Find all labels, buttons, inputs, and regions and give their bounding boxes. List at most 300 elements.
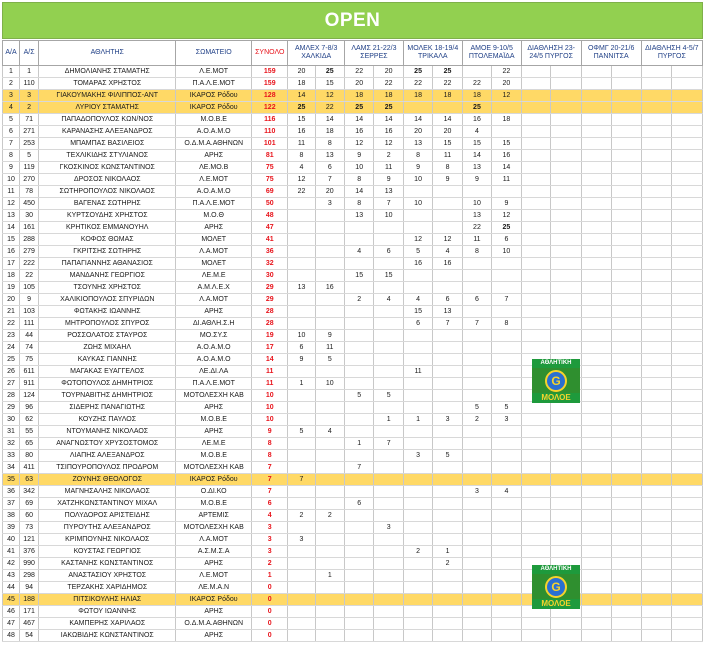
col-event-lams: ΛΑΜΣ 21-22/3 ΣΕΡΡΕΣ [344,41,403,66]
score-cell [315,582,344,594]
club-cell: Μ.Ο.Β.Ε [176,450,252,462]
score-cell: 20 [403,126,432,138]
total-cell: 11 [252,366,288,378]
score-cell [492,582,521,594]
score-cell: 16 [344,126,373,138]
table-row [3,90,703,102]
score-cell [612,90,641,102]
score-cell [403,618,432,630]
score-cell [374,354,403,366]
score-cell [612,510,641,522]
athlete-name-cell: ΣΩΤΗΡΟΠΟΥΛΟΣ ΝΙΚΟΛΑΟΣ [39,186,176,198]
score-cell [551,546,582,558]
score-cell [581,534,612,546]
score-cell [581,582,612,594]
score-cell [551,402,582,414]
score-cell [581,90,612,102]
score-cell [641,366,672,378]
club-cell: ΛΕ.Μ.Α.Ν [176,582,252,594]
logo-emblem-icon: G [545,370,567,392]
score-cell [433,354,462,366]
score-cell [315,438,344,450]
score-cell [315,594,344,606]
score-cell [403,570,432,582]
score-cell [433,522,462,534]
score-cell [344,558,373,570]
score-cell [612,390,641,402]
table-row [3,546,703,558]
score-cell [433,462,462,474]
score-cell [288,546,315,558]
score-cell [344,450,373,462]
start-number-cell: 1 [19,66,38,78]
rank-cell: 32 [3,438,20,450]
score-cell [433,570,462,582]
club-cell: Μ.Ο.Θ [176,210,252,222]
score-cell: 13 [315,150,344,162]
score-cell [344,282,373,294]
score-cell: 12 [492,90,521,102]
start-number-cell: 171 [19,606,38,618]
score-cell [641,174,672,186]
score-cell: 20 [492,78,521,90]
score-cell [672,402,703,414]
club-cell: ΑΡΗΣ [176,426,252,438]
score-cell [521,186,550,198]
total-cell: 69 [252,186,288,198]
athlete-name-cell: ΜΠΑΜΠΑΣ ΒΑΣΙΛΕΙΟΣ [39,138,176,150]
total-cell: 29 [252,294,288,306]
score-cell [315,606,344,618]
score-cell: 6 [492,234,521,246]
score-cell [581,198,612,210]
score-cell: 8 [315,138,344,150]
score-cell [462,426,491,438]
score-cell: 1 [344,438,373,450]
rank-cell: 20 [3,294,20,306]
rank-cell: 15 [3,234,20,246]
table-row [3,186,703,198]
score-cell [672,630,703,642]
start-number-cell: 96 [19,402,38,414]
score-cell [672,150,703,162]
score-cell [641,186,672,198]
athlete-name-cell: ΦΩΤΟΥ ΙΩΑΝΝΗΣ [39,606,176,618]
rank-cell: 46 [3,606,20,618]
score-cell: 4 [403,294,432,306]
score-cell: 11 [288,138,315,150]
score-cell [521,546,550,558]
score-cell [612,462,641,474]
score-cell [612,234,641,246]
score-cell [581,330,612,342]
total-cell: 30 [252,270,288,282]
score-cell [612,258,641,270]
score-cell [288,606,315,618]
score-cell [551,510,582,522]
score-cell: 8 [344,198,373,210]
score-cell: 11 [492,174,521,186]
total-cell: 4 [252,510,288,522]
table-row [3,414,703,426]
start-number-cell: 78 [19,186,38,198]
total-cell: 32 [252,258,288,270]
score-cell [612,450,641,462]
score-cell [551,486,582,498]
total-cell: 116 [252,114,288,126]
score-cell [403,402,432,414]
table-row [3,486,703,498]
score-cell [641,606,672,618]
score-cell [641,450,672,462]
score-cell [612,618,641,630]
club-cell: ΙΚΑΡΟΣ Ρόδου [176,90,252,102]
total-cell: 101 [252,138,288,150]
total-cell: 0 [252,594,288,606]
score-cell [288,270,315,282]
score-cell [521,234,550,246]
score-cell [581,174,612,186]
table-row [3,150,703,162]
score-cell [492,630,521,642]
start-number-cell: 188 [19,594,38,606]
score-cell [551,258,582,270]
score-cell: 9 [315,330,344,342]
athlete-name-cell: ΜΑΓΑΚΑΣ ΕΥΑΓΓΕΛΟΣ [39,366,176,378]
score-cell [581,378,612,390]
score-cell [521,318,550,330]
rank-cell: 41 [3,546,20,558]
score-cell [374,534,403,546]
score-cell: 1 [315,570,344,582]
score-cell [403,330,432,342]
athlete-name-cell: ΜΗΤΡΟΠΟΥΛΟΣ ΣΠΥΡΟΣ [39,318,176,330]
score-cell [551,186,582,198]
score-cell [374,450,403,462]
score-cell [344,354,373,366]
score-cell: 22 [433,78,462,90]
score-cell [344,342,373,354]
table-row [3,162,703,174]
score-cell: 7 [288,474,315,486]
score-cell: 11 [433,150,462,162]
score-cell [344,474,373,486]
score-cell [433,342,462,354]
score-cell [551,102,582,114]
club-cell: Α.Ο.Α.Μ.Ο [176,186,252,198]
score-cell [612,402,641,414]
score-cell [672,498,703,510]
rank-cell: 8 [3,150,20,162]
score-cell [672,102,703,114]
score-cell [521,282,550,294]
total-cell: 6 [252,498,288,510]
score-cell [612,426,641,438]
athlete-name-cell: ΚΥΡΤΣΟΥΔΗΣ ΧΡΗΣΤΟΣ [39,210,176,222]
table-row [3,210,703,222]
score-cell: 10 [403,198,432,210]
score-cell: 18 [403,90,432,102]
score-cell [374,606,403,618]
club-cell: ΔΙ.ΑΘΛΗ.Σ.Η [176,318,252,330]
score-cell [551,414,582,426]
score-cell [492,522,521,534]
score-cell [521,210,550,222]
score-cell [462,270,491,282]
table-row [3,270,703,282]
score-cell [521,294,550,306]
score-cell [315,234,344,246]
score-cell [315,306,344,318]
score-cell [641,486,672,498]
total-cell: 7 [252,462,288,474]
rank-cell: 7 [3,138,20,150]
start-number-cell: 71 [19,114,38,126]
score-cell [581,210,612,222]
score-cell: 18 [344,90,373,102]
score-cell [315,222,344,234]
score-cell [492,330,521,342]
score-cell [612,174,641,186]
score-cell: 22 [288,186,315,198]
score-cell: 9 [374,174,403,186]
score-cell [551,294,582,306]
score-cell [288,198,315,210]
rank-cell: 17 [3,258,20,270]
score-cell [672,138,703,150]
score-cell [288,366,315,378]
table-row [3,606,703,618]
club-cell: Α.Σ.Μ.Σ.Α [176,546,252,558]
total-cell: 47 [252,222,288,234]
athlete-name-cell: ΚΑΣΤΑΝΗΣ ΚΩΝΣΤΑΝΤΙΝΟΣ [39,558,176,570]
score-cell [551,150,582,162]
score-cell: 16 [403,258,432,270]
score-cell [581,558,612,570]
score-cell [288,438,315,450]
table-row [3,450,703,462]
score-cell [492,186,521,198]
total-cell: 8 [252,450,288,462]
score-cell [551,210,582,222]
score-cell [612,582,641,594]
start-number-cell: 270 [19,174,38,186]
score-cell: 6 [374,246,403,258]
score-cell: 12 [374,138,403,150]
score-cell [672,258,703,270]
score-cell [641,234,672,246]
club-cell: Μ.Ο.Β.Ε [176,414,252,426]
score-cell: 7 [433,318,462,330]
total-cell: 0 [252,582,288,594]
score-cell [551,282,582,294]
score-cell [551,426,582,438]
score-cell [315,630,344,642]
start-number-cell: 124 [19,390,38,402]
athlete-name-cell: ΚΑΥΚΑΣ ΓΙΑΝΝΗΣ [39,354,176,366]
total-cell: 36 [252,246,288,258]
club-cell: Ο.ΔΙ.ΚΟ [176,486,252,498]
score-cell [344,366,373,378]
score-cell [612,498,641,510]
score-cell [581,570,612,582]
score-cell [641,270,672,282]
score-cell [551,114,582,126]
score-cell [581,630,612,642]
score-cell: 10 [462,198,491,210]
club-cell: Α.Μ.Λ.Ε.Χ [176,282,252,294]
score-cell [672,534,703,546]
rank-cell: 13 [3,210,20,222]
total-cell: 7 [252,486,288,498]
score-cell [403,486,432,498]
club-cell: ΜΟ.ΣΥ.Σ [176,330,252,342]
total-cell: 11 [252,378,288,390]
score-cell [672,162,703,174]
club-cell: Π.Α.Λ.Ε.ΜΟΤ [176,198,252,210]
score-cell: 10 [403,174,432,186]
score-cell [433,102,462,114]
score-cell [672,246,703,258]
score-cell [641,546,672,558]
start-number-cell: 119 [19,162,38,174]
score-cell: 8 [288,150,315,162]
total-cell: 19 [252,330,288,342]
total-cell: 3 [252,534,288,546]
score-cell [672,474,703,486]
score-cell [492,474,521,486]
athlete-name-cell: ΔΡΟΣΟΣ ΝΙΚΟΛΑΟΣ [39,174,176,186]
total-cell: 10 [252,414,288,426]
score-cell [462,390,491,402]
score-cell [521,162,550,174]
club-cell: Α.Ο.Α.Μ.Ο [176,354,252,366]
score-cell [288,210,315,222]
score-cell [672,126,703,138]
score-cell: 10 [374,210,403,222]
score-cell [315,390,344,402]
rank-cell: 45 [3,594,20,606]
score-cell [344,582,373,594]
club-cell: ΑΡΗΣ [176,606,252,618]
score-cell [288,294,315,306]
club-cell: Λ.Α.ΜΟΤ [176,246,252,258]
score-cell: 5 [433,450,462,462]
score-cell: 4 [433,246,462,258]
score-cell [315,498,344,510]
score-cell [288,594,315,606]
score-cell [403,582,432,594]
start-number-cell: 30 [19,210,38,222]
score-cell [612,126,641,138]
athlete-name-cell: ΤΣΟΥΝΗΣ ΧΡΗΣΤΟΣ [39,282,176,294]
athlete-name-cell: ΠΙΤΣΙΚΟΥΛΗΣ ΗΛΙΑΣ [39,594,176,606]
score-cell [344,378,373,390]
col-total: ΣΥΝΟΛΟ [252,41,288,66]
score-cell: 7 [374,198,403,210]
club-cell: ΛΕ.ΜΟ.Β [176,162,252,174]
score-cell [612,282,641,294]
total-cell: 10 [252,402,288,414]
score-cell [492,510,521,522]
score-cell [462,66,491,78]
rank-cell: 29 [3,402,20,414]
score-cell [521,426,550,438]
table-row [3,582,703,594]
score-cell [672,486,703,498]
score-cell: 16 [374,126,403,138]
score-cell [315,462,344,474]
score-cell [551,198,582,210]
score-cell [433,594,462,606]
score-cell [492,594,521,606]
rank-cell: 22 [3,318,20,330]
rank-cell: 21 [3,306,20,318]
start-number-cell: 80 [19,450,38,462]
score-cell [492,558,521,570]
rank-cell: 47 [3,618,20,630]
score-cell [403,210,432,222]
score-cell: 6 [288,342,315,354]
score-cell [581,594,612,606]
score-cell: 5 [462,402,491,414]
athlete-name-cell: ΚΟΥΖΗΣ ΠΑΥΛΟΣ [39,414,176,426]
rank-cell: 12 [3,198,20,210]
score-cell [492,606,521,618]
score-cell [403,426,432,438]
total-cell: 14 [252,354,288,366]
score-cell [288,630,315,642]
score-cell: 8 [344,174,373,186]
rank-cell: 16 [3,246,20,258]
score-cell: 14 [288,90,315,102]
score-cell [612,294,641,306]
rank-cell: 34 [3,462,20,474]
club-cell: ΙΚΑΡΟΣ Ρόδου [176,102,252,114]
score-cell [403,282,432,294]
score-cell [521,438,550,450]
score-cell [403,522,432,534]
total-cell: 75 [252,162,288,174]
score-cell [581,402,612,414]
score-cell [641,438,672,450]
score-cell [374,330,403,342]
total-cell: 122 [252,102,288,114]
score-cell [612,186,641,198]
rank-cell: 25 [3,354,20,366]
score-cell: 8 [403,150,432,162]
score-cell [612,78,641,90]
athlete-name-cell: ΠΥΡΟΥΤΗΣ ΑΛΕΞΑΝΔΡΟΣ [39,522,176,534]
sponsor-logo-1: ΑΘΛΗΤΙΚΗ G ΜΟΛΟΕ [532,359,580,403]
score-cell: 25 [492,222,521,234]
score-cell [551,330,582,342]
score-cell [462,186,491,198]
total-cell: 41 [252,234,288,246]
score-cell [521,102,550,114]
table-row [3,114,703,126]
rank-cell: 19 [3,282,20,294]
score-cell [433,618,462,630]
club-cell: Λ.Ε.ΜΟΤ [176,570,252,582]
score-cell [521,534,550,546]
score-cell [672,438,703,450]
score-cell: 6 [315,162,344,174]
rank-cell: 4 [3,102,20,114]
score-cell [315,210,344,222]
rank-cell: 3 [3,90,20,102]
score-cell [288,414,315,426]
